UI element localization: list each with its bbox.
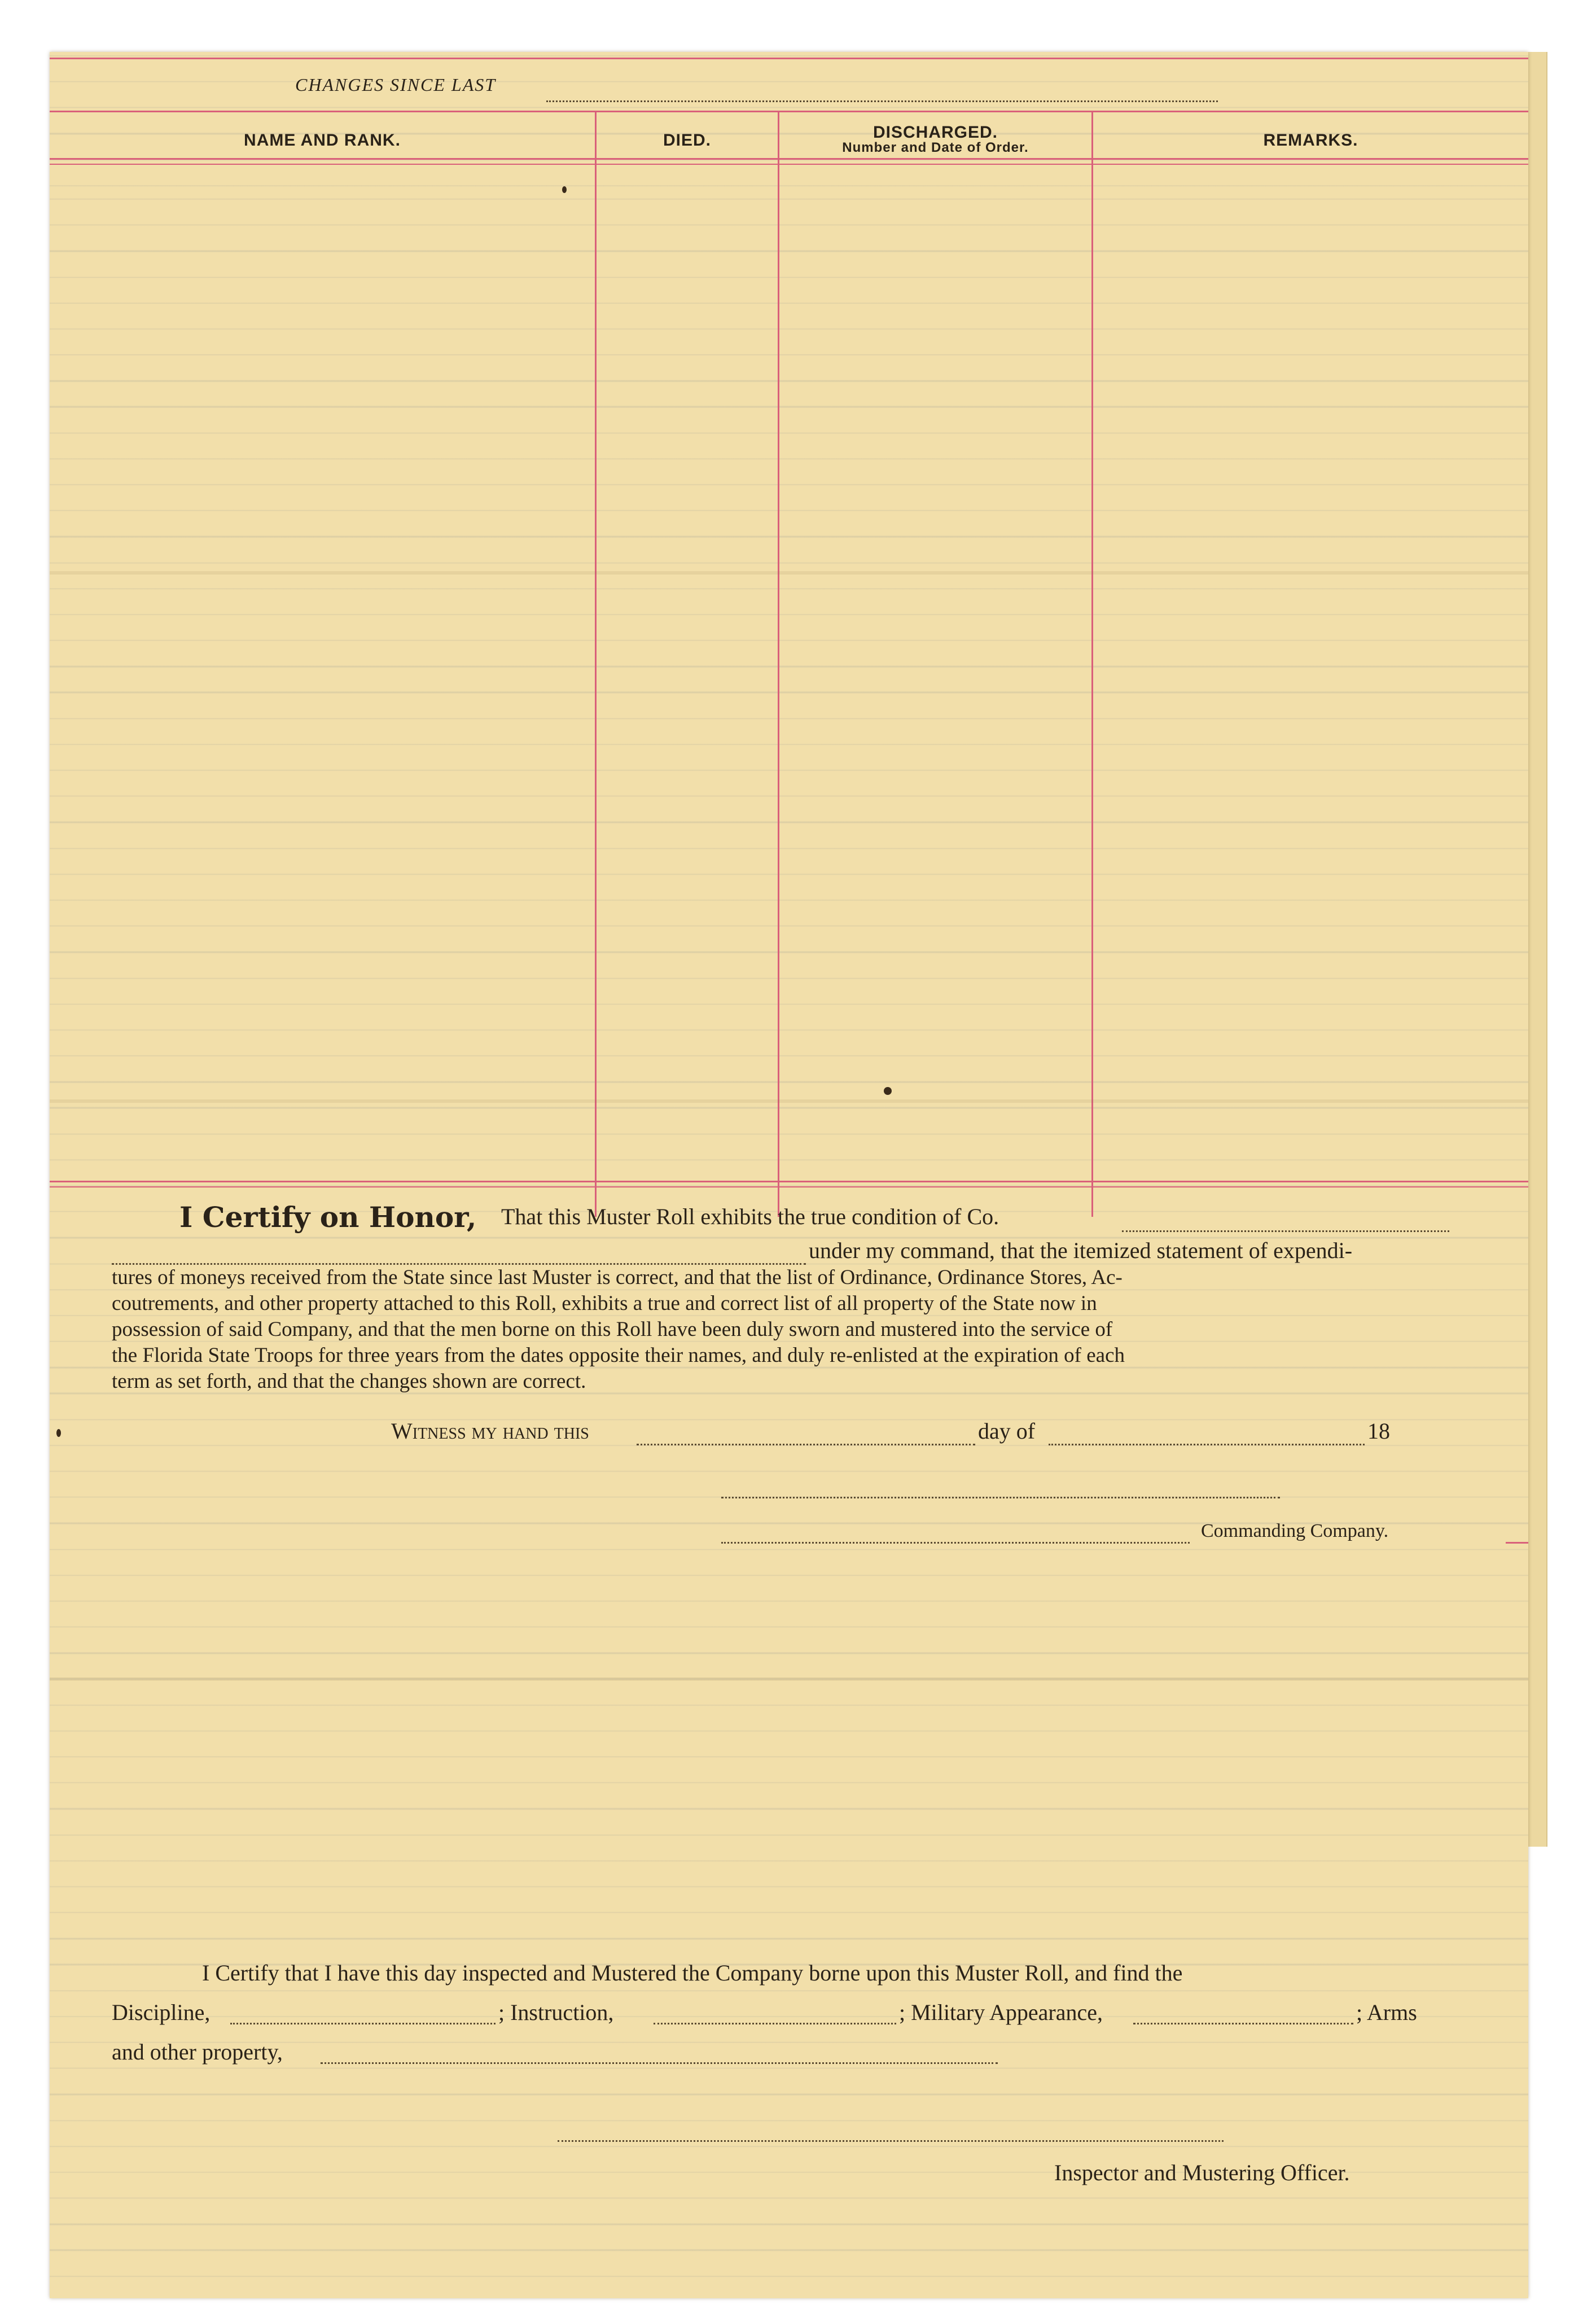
instruction-label: ; Instruction, [498, 2000, 614, 2025]
day-of-label: day of [978, 1418, 1036, 1444]
header-rule-bottom-2 [50, 164, 1528, 165]
year-label: 18 [1367, 1418, 1390, 1444]
arms-label: ; Arms [1356, 2000, 1417, 2025]
certificate-line-4: coutrements, and other property attached to this Roll, exhibits a true and correct list of all property of the State now in [112, 1292, 1097, 1315]
certificate-line-2: under my command, that the itemized statement of expendi- [809, 1238, 1353, 1263]
certificate-line-7: term as set forth, and that the changes shown are correct. [112, 1370, 586, 1393]
column-divider-2 [778, 111, 779, 1217]
other-property-label: and other property, [112, 2039, 283, 2065]
other-property-field[interactable] [321, 2062, 998, 2064]
month-field[interactable] [1049, 1444, 1365, 1445]
discipline-label: Discipline, [112, 2000, 211, 2025]
fold-line [50, 571, 1528, 575]
column-divider-3 [1091, 111, 1093, 1217]
certificate-line-5: possession of said Company, and that the men borne on this Roll have been duly sworn and mustered into the service of [112, 1318, 1113, 1341]
column-remarks: REMARKS. [1263, 131, 1358, 150]
certificate-line-1: That this Muster Roll exhibits the true condition of Co. [501, 1204, 999, 1229]
changes-since-last-field[interactable] [546, 100, 1218, 102]
day-field[interactable] [637, 1444, 975, 1445]
inspector-label: Inspector and Mustering Officer. [1054, 2160, 1350, 2185]
commanding-company-label: Commanding Company. [1201, 1520, 1389, 1541]
inspection-line-1: I Certify that I have this day inspected and Mustered the Company borne upon this Muster Roll, and find the [202, 1960, 1183, 1986]
column-discharged: DISCHARGED. [872, 123, 998, 142]
ink-spot [56, 1429, 61, 1437]
fold-line [50, 1677, 1528, 1681]
side-rule [1506, 1542, 1528, 1544]
signature-line-1[interactable] [721, 1497, 1280, 1498]
table-bottom-rule-2 [50, 1186, 1528, 1187]
ink-spot [562, 186, 567, 193]
military-appearance-label: ; Military Appearance, [899, 2000, 1103, 2025]
witness-label: Witness my hand this [391, 1418, 589, 1444]
certify-heading: I Certify on Honor, [179, 1200, 477, 1234]
discipline-field[interactable] [230, 2023, 496, 2024]
instruction-field[interactable] [654, 2023, 896, 2024]
column-discharged-subtitle: Number and Date of Order. [842, 140, 1029, 155]
changes-since-last-label: CHANGES SINCE LAST [295, 74, 497, 95]
company-field[interactable] [1122, 1230, 1449, 1232]
header-rule-bottom-1 [50, 158, 1528, 160]
muster-roll-page [50, 52, 1528, 2298]
certificate-line-3: tures of moneys received from the State since last Muster is correct, and that the list of Ordinance, Ordinance Stores, Ac- [112, 1266, 1123, 1289]
signature-line-2[interactable] [721, 1542, 1190, 1544]
military-appearance-field[interactable] [1133, 2023, 1353, 2024]
column-divider-1 [595, 111, 597, 1217]
table-bottom-rule [50, 1181, 1528, 1182]
inspector-signature-line[interactable] [558, 2140, 1224, 2142]
ink-spot [884, 1087, 892, 1095]
company-name-field[interactable] [112, 1263, 806, 1265]
column-died: DIED. [663, 131, 711, 150]
top-rule [50, 58, 1528, 59]
certificate-line-6: the Florida State Troops for three years from the dates opposite their names, and duly re-enlisted at the expiration of each [112, 1344, 1125, 1367]
column-name-and-rank: NAME AND RANK. [244, 131, 401, 150]
fold-line [50, 1099, 1528, 1103]
header-rule-top [50, 111, 1528, 112]
